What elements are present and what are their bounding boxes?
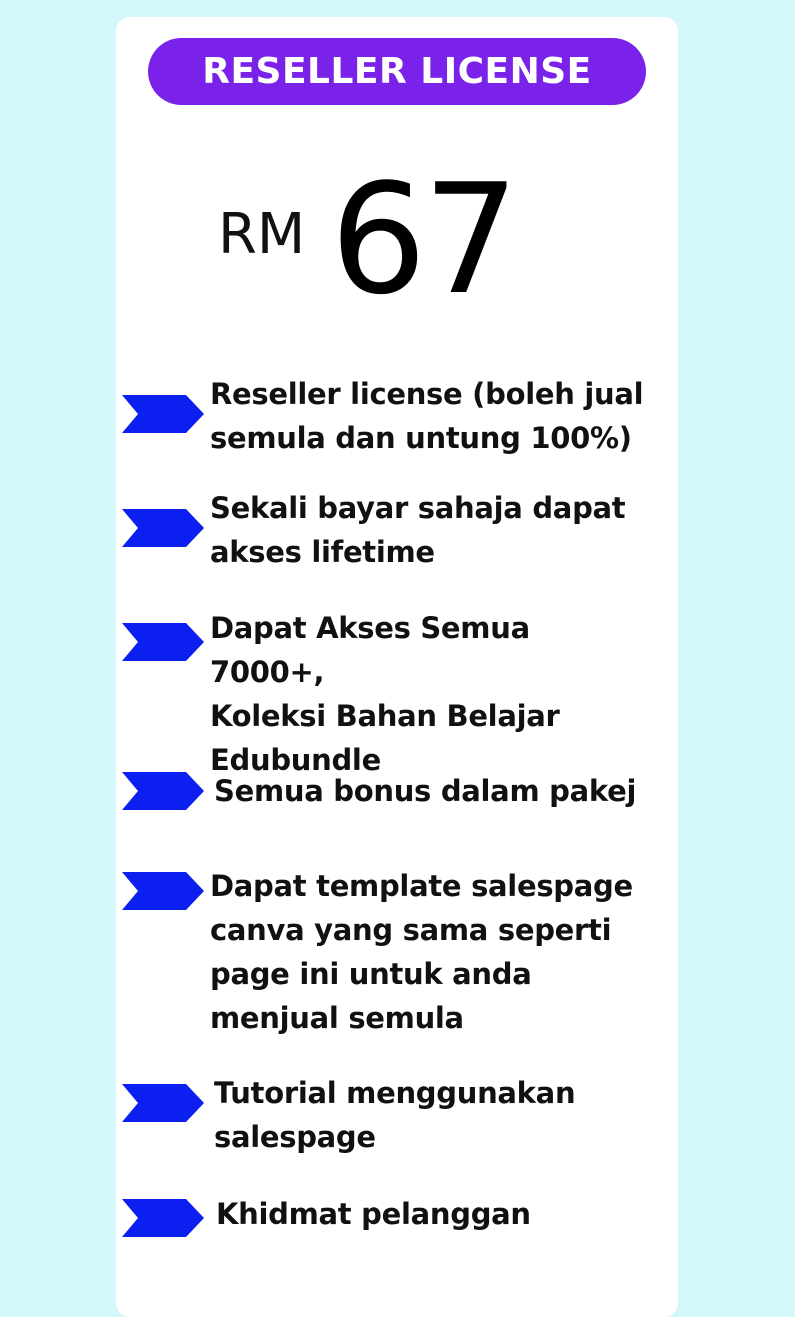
- chevron-arrow-icon: [122, 509, 204, 547]
- feature-line: Edubundle: [210, 743, 381, 777]
- feature-line: Koleksi Bahan Belajar: [210, 699, 560, 733]
- feature-line: Dapat Akses Semua 7000+,: [210, 611, 530, 689]
- feature-item-7: [216, 1192, 656, 1236]
- feature-line: akses lifetime: [210, 535, 435, 569]
- feature-line: salespage: [214, 1120, 376, 1154]
- chevron-arrow-icon: [122, 623, 204, 661]
- chevron-arrow-icon: [122, 1199, 204, 1237]
- price-amount: 67: [330, 151, 516, 328]
- feature-line: Tutorial menggunakan: [214, 1076, 576, 1110]
- feature-item-5: [210, 864, 650, 1040]
- license-badge: [148, 38, 646, 105]
- chevron-arrow-icon: [122, 1084, 204, 1122]
- feature-item-2: [210, 486, 650, 574]
- feature-line: Semua bonus dalam pakej: [214, 774, 637, 808]
- feature-item-6: [214, 1071, 654, 1159]
- feature-line: Dapat template salespage: [210, 869, 633, 903]
- feature-line: Khidmat pelanggan: [216, 1197, 531, 1231]
- feature-line: menjual semula: [210, 1001, 464, 1035]
- price-currency: RM: [218, 202, 306, 267]
- feature-line: page ini untuk anda: [210, 957, 532, 991]
- chevron-arrow-icon: [122, 872, 204, 910]
- feature-line: Reseller license (boleh jual: [210, 377, 644, 411]
- chevron-arrow-icon: [122, 772, 204, 810]
- feature-line: canva yang sama seperti: [210, 913, 612, 947]
- chevron-arrow-icon: [122, 395, 204, 433]
- feature-item-4: [214, 769, 654, 813]
- feature-item-1: [210, 372, 650, 460]
- feature-item-3: [210, 606, 650, 782]
- feature-line: semula dan untung 100%): [210, 421, 632, 455]
- feature-line: Sekali bayar sahaja dapat: [210, 491, 626, 525]
- license-badge-label: RESELLER LICENSE: [202, 51, 592, 92]
